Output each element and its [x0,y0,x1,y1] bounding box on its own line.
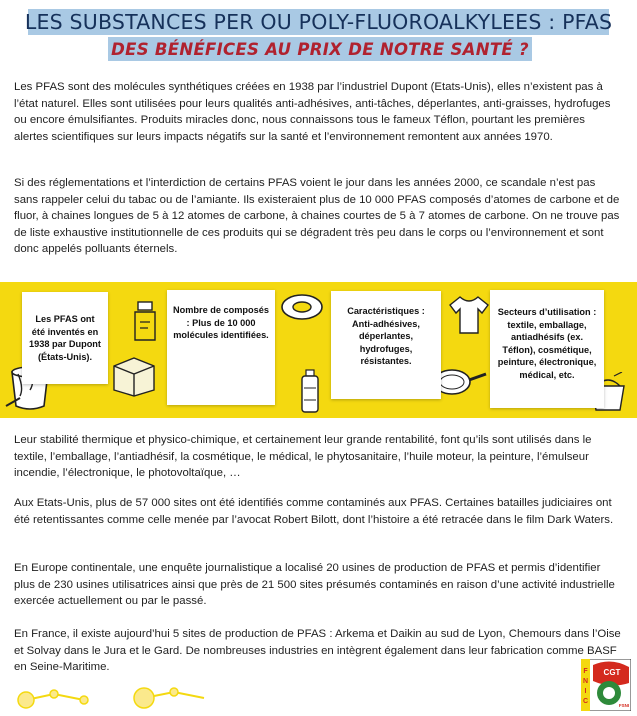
svg-text:I: I [584,688,587,695]
page-title: LES SUBSTANCES PER OU POLY-FLUOROALKYLEES : PFAS [24,10,613,34]
paragraph-uses: Leur stabilité thermique et physico-chimique, et certainement leur grande rentabilité, font qu’ils sont utilisés dans le textile, l’emballage, l’antiadhésif, la cosmétique, le médical, le phytosanitaire, l’huile moteur, la peinture, l’émulseur incendie, l’électronique, le photovoltaïque, … [14,434,592,480]
svg-text:N: N [582,678,589,685]
box-icon [110,352,158,398]
svg-text:C: C [582,698,589,705]
paragraph-europe: En Europe continentale, une enquête journalistique a localisé 20 usines de production de PFAS et permis d’identifier plus de 230 usines utilisatrices ainsi que près de 21 500 sites présumés contaminés en raison d’une activité industrielle exercée actuellement ou par le passé. [14,562,615,608]
info-card-invention: Les PFAS ont été inventés en 1938 par Dupont (États-Unis). [22,292,108,384]
info-card-sectors: Secteurs d’utilisation : textile, emballage, antiadhésifs (ex. Téflon), cosmétique, peinture, électronique, médical, etc. [490,290,604,408]
cgt-fnic-logo [581,659,631,711]
tape-roll-icon [280,292,324,322]
paragraph-usa: Aux Etats-Unis, plus de 57 000 sites ont été identifiés comme contaminés aux PFAS. Certaines batailles judiciaires ont été retentissantes comme celle menée par l’avocat Robert Bilott, dont l’histoire a été retracée dans le film Dark Waters. [14,497,614,526]
spray-can-icon [298,368,322,414]
molecule-icon [14,684,214,714]
page-subtitle: DES BÉNÉFICES AU PRIX DE NOTRE SANTÉ ? [111,39,529,59]
paragraph-france: En France, il existe aujourd’hui 5 sites de production de PFAS : Arkema et Daikin au sud de Lyon, Chemours dans l’Oise et Solvay dans le Jura et le Gard. De nombreuses industries en intègrent également dans leur fabrication comme BASF en Seine-Maritime. [14,628,621,674]
svg-text:CGT: CGT [603,668,621,677]
info-card-compounds: Nombre de composés : Plus de 10 000 molécules identifiées. [167,290,275,405]
jar-icon [130,300,160,344]
shirt-icon [446,293,492,337]
subtitle-banner [108,37,532,61]
paragraph-regulation: Si des réglementations et l’interdiction de certains PFAS voient le jour dans les années 2000, ce scandale n’est pas sans rappeler celui du tabac ou de l’amiante. Ils existeraient plus de 10 000 PFAS composés d’atomes de carbone et de fluor, à chaines longues de 5 à 12 atomes de carbone, à chaines courtes de 5 à 7 atomes de carbone. On ne trouve pas de liste exhaustive institutionnelle de ces produits qui se dégradent très peu dans le corps ou l’environnement et sont donc appelés polluants éternels. [14,177,620,256]
svg-text:F: F [583,668,588,675]
info-card-characteristics: Caractéristiques : Anti-adhésives, déperlantes, hydrofuges, résistantes. [331,291,441,399]
paragraph-intro: Les PFAS sont des molécules synthétiques créées en 1938 par l’industriel Dupont (Etats-Unis), elles n’existent pas à l’état naturel. Elles sont utilisées pour leurs qualités anti-adhésives, anti-tâches, déperlantes, anti-graisses, hydrofuges ou encore émulsifiantes. Produits miracles donc, nous connaissons tous le fameux Téflon, pourtant les premières alertes scientifiques sur leurs impacts négatifs sur la santé et l’environnement remontent aux années 1970. [14,81,611,143]
svg-text:FSNI: FSNI [618,703,630,708]
title-banner [24,9,613,35]
